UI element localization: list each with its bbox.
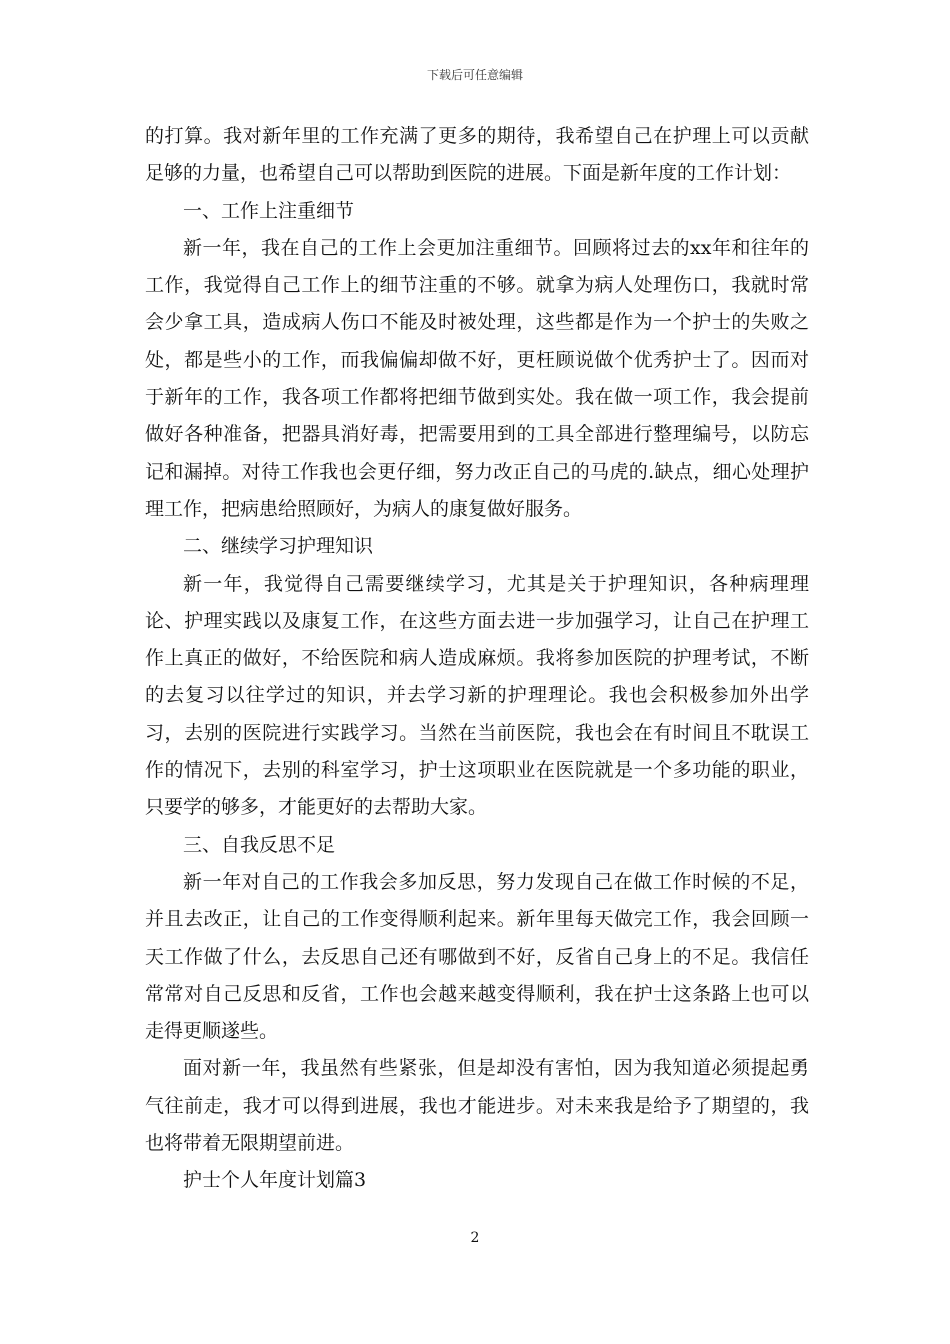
paragraph-section-3: 新一年对自己的工作我会多加反思，努力发现自己在做工作时候的不足，并且去改正，让自己的工作变得顺利起来。新年里每天做完工作，我会回顾一天工作做了什么，去反思自己还有哪做到不好，反省自己身上的不足。我信任常常对自己反思和反省，工作也会越来越变得顺利，我在护士这条路上也可以走得更顺遂些。: [145, 870, 809, 1043]
document-body: [145, 118, 809, 1200]
page-number: 2: [470, 1230, 480, 1246]
next-article-title: 护士个人年度计划篇3: [183, 1169, 367, 1192]
section-heading-3: 三、自我反思不足: [183, 833, 336, 856]
paragraph-section-1: 新一年，我在自己的工作上会更加注重细节。回顾将过去的xx年和往年的工作，我觉得自己工作上的细节注重的不够。就拿为病人处理伤口，我就时常会少拿工具，造成病人伤口不能及时被处理，这些都是作为一个护士的失败之处，都是些小的工作，而我偏偏却做不好，更枉顾说做个优秀护士了。因而对于新年的工作，我各项工作都将把细节做到实处。我在做一项工作，我会提前做好各种准备，把器具消好毒，把需要用到的工具全部进行整理编号，以防忘记和漏掉。对待工作我也会更仔细，努力改正自己的马虎的.缺点，细心处理护理工作，把病患给照顾好，为病人的康复做好服务。: [145, 236, 809, 520]
page-header: 下载后可任意编辑: [426, 68, 523, 82]
paragraph-continuation: 的打算。我对新年里的工作充满了更多的期待，我希望自己在护理上可以贡献足够的力量，也希望自己可以帮助到医院的进展。下面是新年度的工作计划：: [145, 125, 809, 185]
paragraph-section-2: 新一年，我觉得自己需要继续学习，尤其是关于护理知识，各种病理理论、护理实践以及康复工作，在这些方面去进一步加强学习，让自己在护理工作上真正的做好，不给医院和病人造成麻烦。我将参加医院的护理考试，不断的去复习以往学过的知识，并去学习新的护理理论。我也会积极参加外出学习，去别的医院进行实践学习。当然在当前医院，我也会在有时间且不耽误工作的情况下，去别的科室学习，护士这项职业在医院就是一个多功能的职业，只要学的够多，才能更好的去帮助大家。: [145, 572, 809, 819]
paragraph-conclusion: 面对新一年，我虽然有些紧张，但是却没有害怕，因为我知道必须提起勇气往前走，我才可以得到进展，我也才能进步。对未来我是给予了期望的，我也将带着无限期望前进。: [145, 1057, 809, 1155]
section-heading-2: 二、继续学习护理知识: [183, 535, 374, 558]
section-heading-1: 一、工作上注重细节: [183, 199, 355, 222]
